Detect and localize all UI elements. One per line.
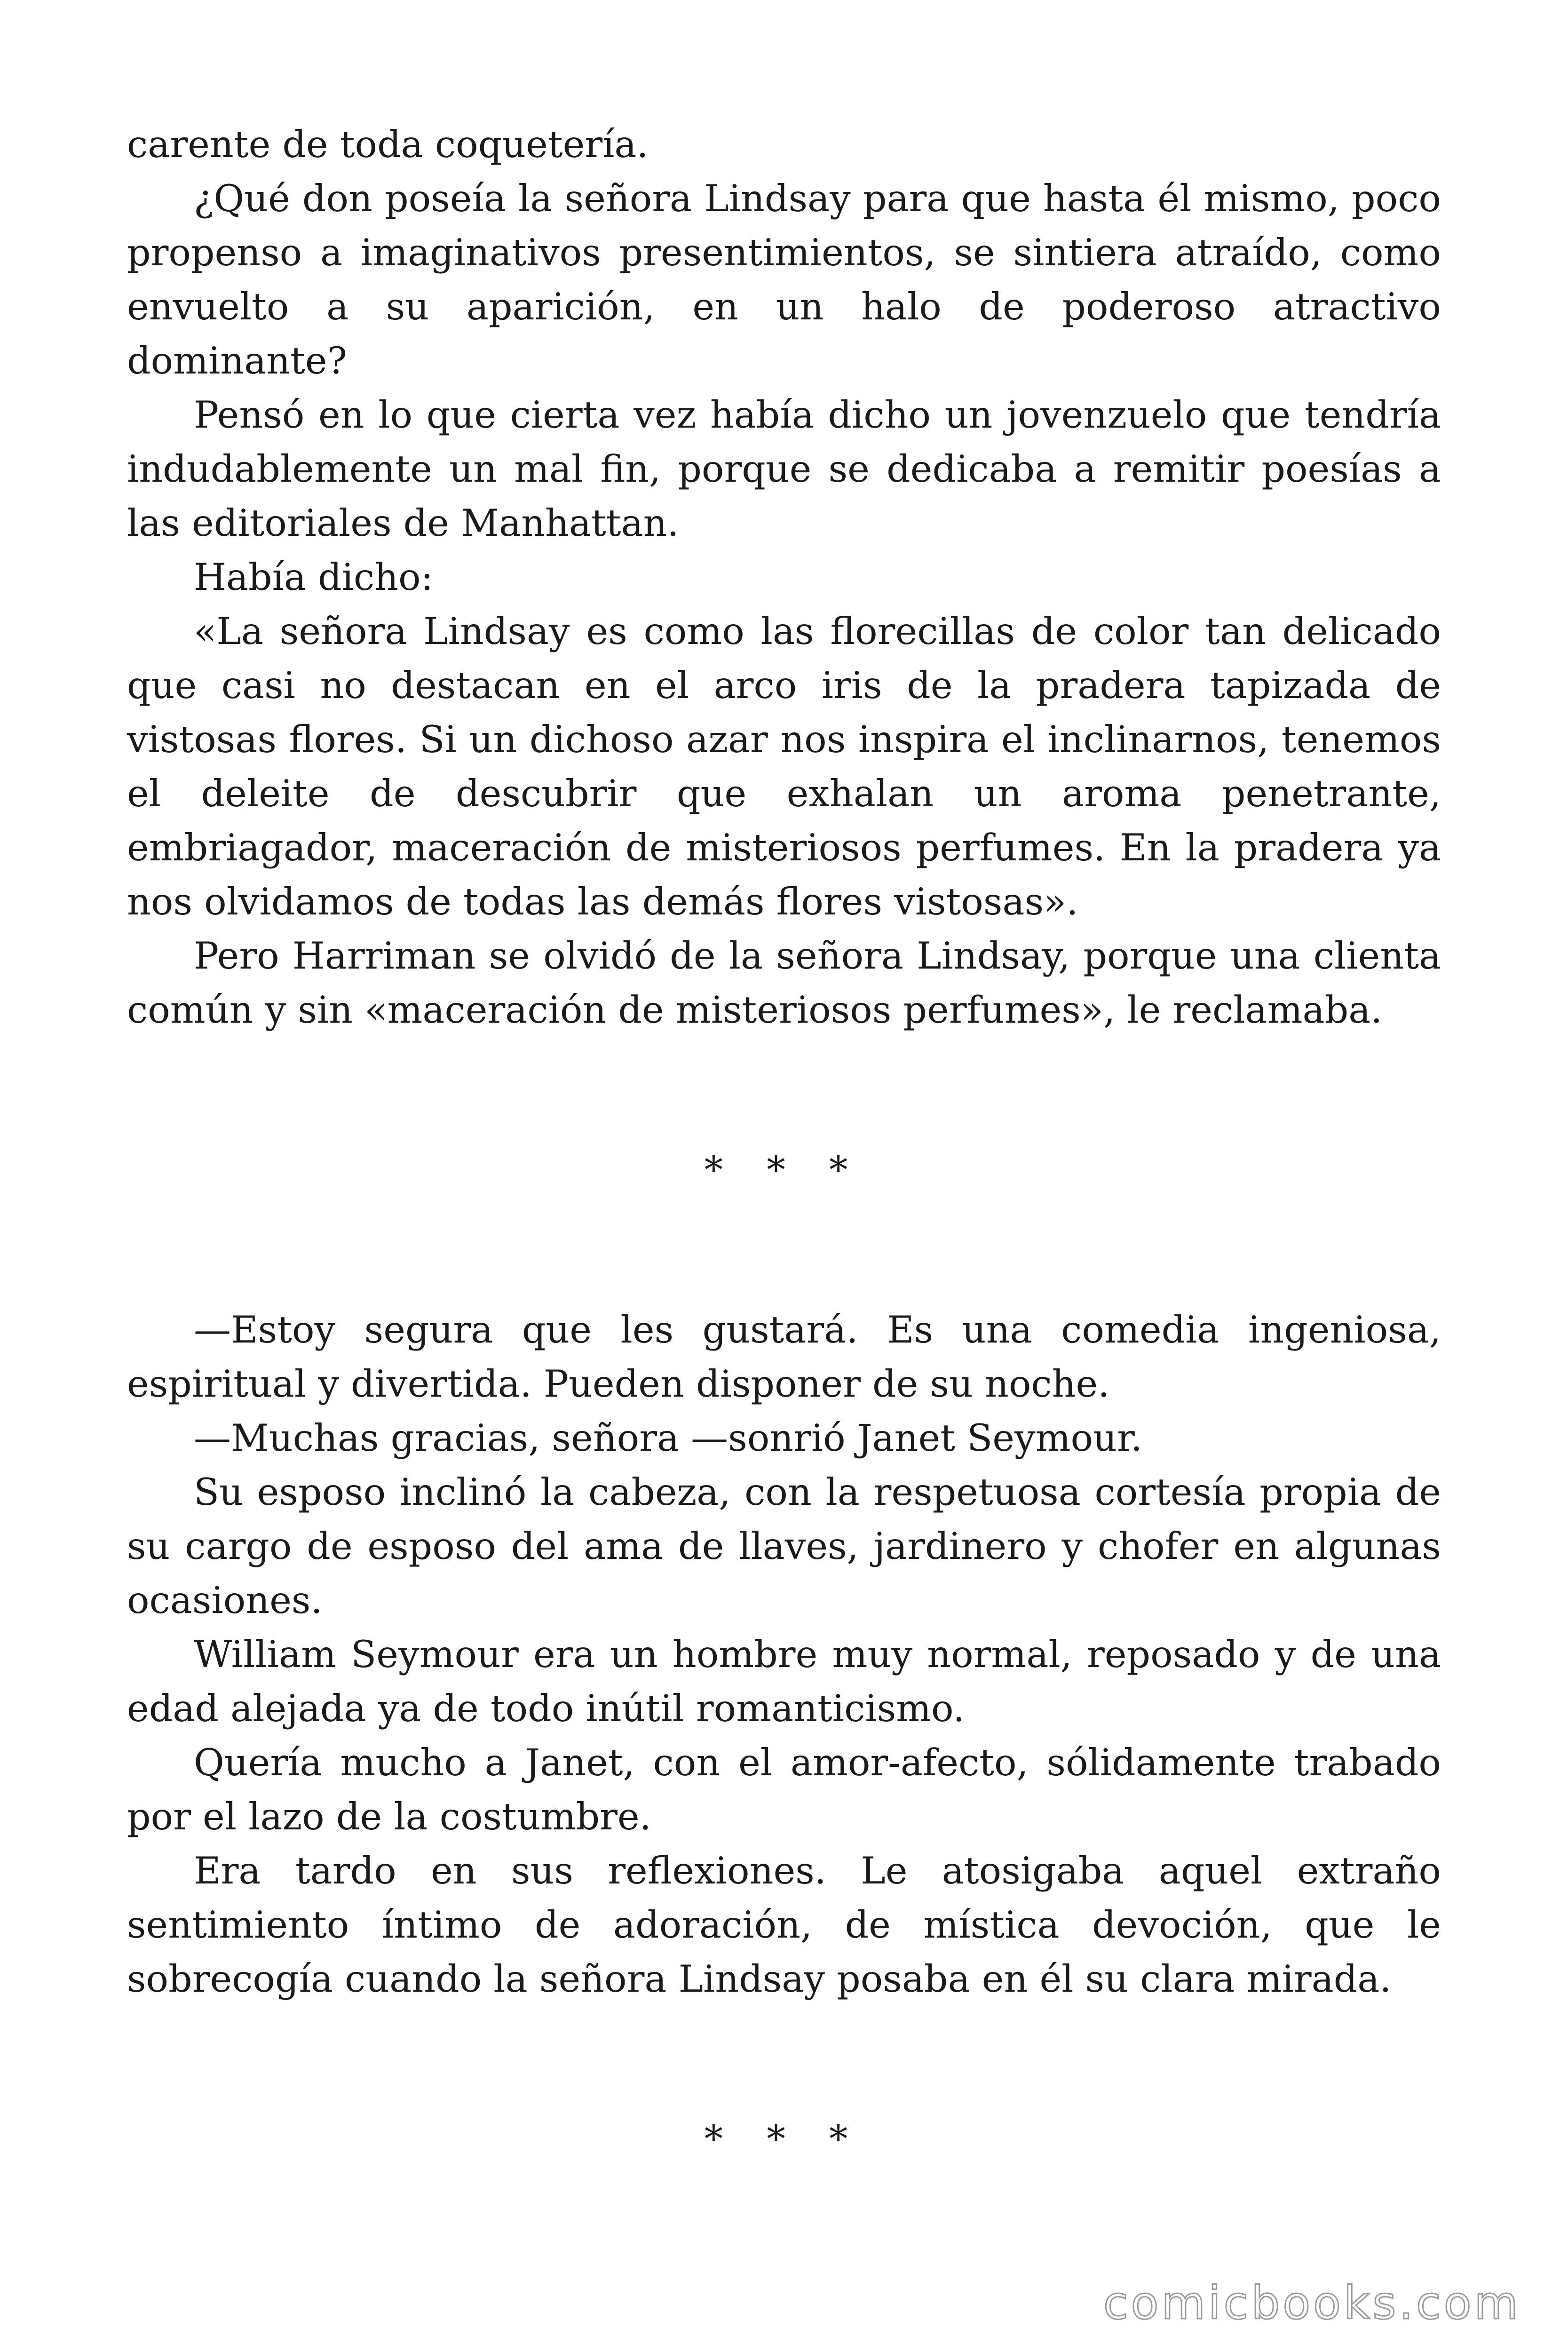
paragraph: ¿Qué don poseía la señora Lindsay para que hasta él mismo, poco propenso a imaginativos presentimientos, se sintiera atraído, como envuelto a su aparición, en un halo de poderoso atractivo dominante? — [127, 177, 1441, 382]
paragraph: —Estoy segura que les gustará. Es una comedia ingeniosa, espiritual y divertida. Pueden disponer de su noche. — [127, 1308, 1441, 1406]
paragraph: William Seymour era un hombre muy normal, reposado y de una edad alejada ya de todo inútil romanticismo. — [127, 1633, 1441, 1730]
paragraph: Pero Harriman se olvidó de la señora Lindsay, porque una clienta común y sin «maceración de misteriosos perfumes», le reclamaba. — [127, 934, 1441, 1032]
paragraph: Pensó en lo que cierta vez había dicho un jovenzuelo que tendría indudablemente un mal fin, porque se dedicaba a remitir poesías a las editoriales de Manhattan. — [127, 393, 1441, 545]
section-separator: * * * — [704, 2117, 864, 2161]
section-separator: * * * — [704, 1148, 864, 1192]
paragraph: Había dicho: — [194, 556, 434, 599]
paragraph: —Muchas gracias, señora —sonrió Janet Seymour. — [194, 1416, 1143, 1460]
paragraph: Quería mucho a Janet, con el amor-afecto, sólidamente trabado por el lazo de la costumbre. — [127, 1741, 1441, 1838]
paragraph: carente de toda coquetería. — [127, 123, 649, 166]
paragraph: Era tardo en sus reflexiones. Le atosigaba aquel extraño sentimiento íntimo de adoración, de mística devoción, que le sobrecogía cuando la señora Lindsay posaba en él su clara mirada. — [127, 1849, 1441, 2001]
paragraph: Su esposo inclinó la cabeza, con la respetuosa cortesía propia de su cargo de esposo del ama de llaves, jardinero y chofer en algunas ocasiones. — [127, 1470, 1441, 1622]
paragraph: «La señora Lindsay es como las florecillas de color tan delicado que casi no destacan en el arco iris de la pradera tapizada de vistosas flores. Si un dichoso azar nos inspira el inclinarnos, tenemos el deleite de descubrir que exhalan un aroma penetrante, embriagador, maceración de misteriosos perfumes. En la pradera ya nos olvidamos de todas las demás flores vistosas». — [127, 610, 1441, 923]
watermark: comicbooks.com — [1103, 2277, 1521, 2329]
